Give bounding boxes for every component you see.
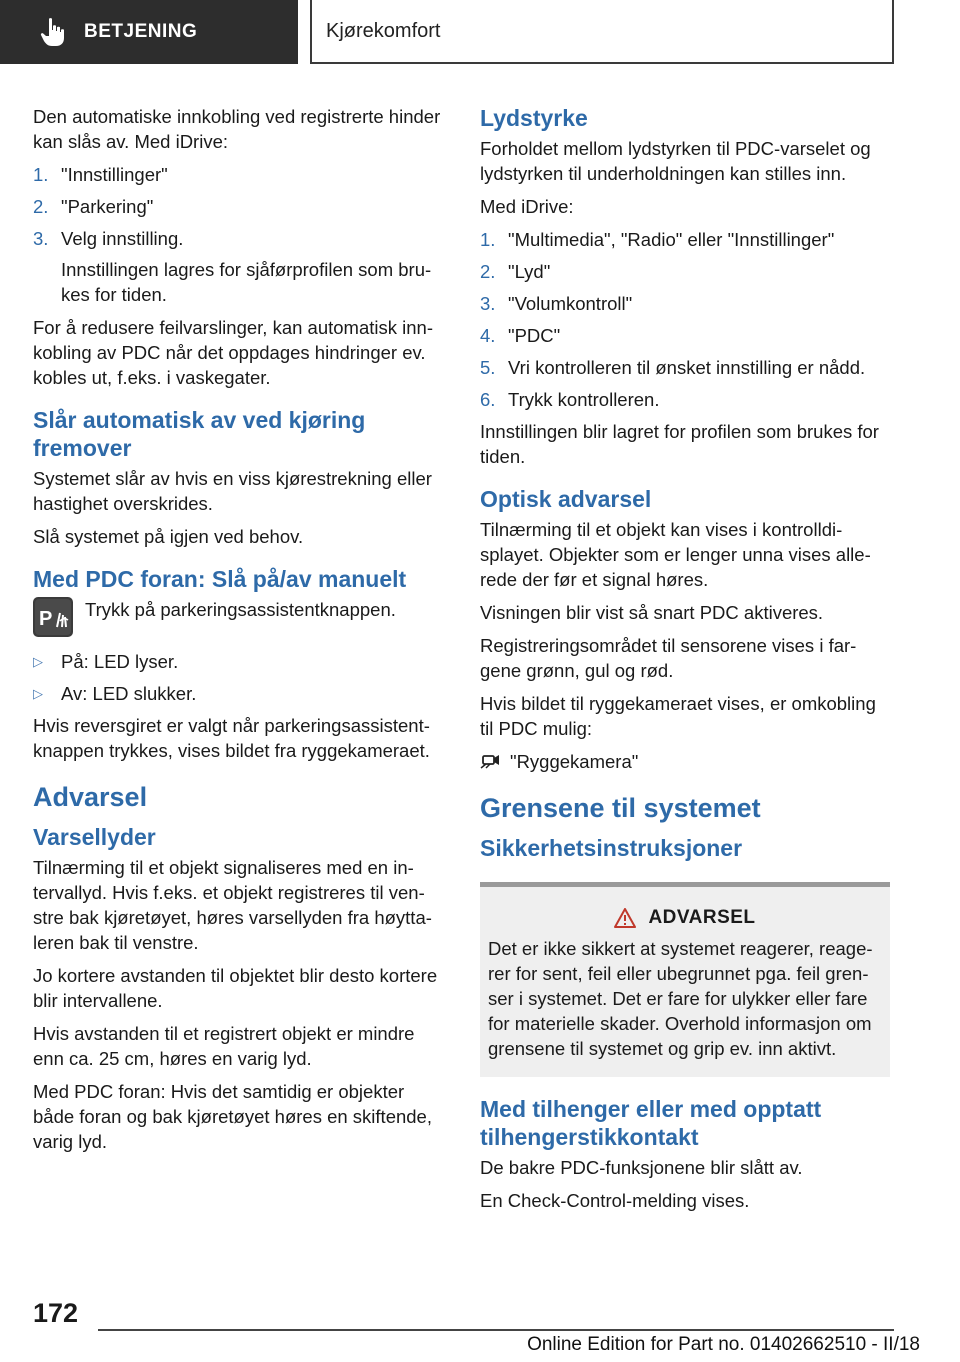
camera-label: "Ryggekamera"	[510, 751, 639, 772]
auto-off-paragraph-1: Systemet slår av hvis en viss kjørestrekning eller hastighet overskrides.	[33, 468, 432, 514]
list-item	[33, 649, 443, 674]
sound-paragraph-2: Jo kortere avstanden til objektet blir desto kortere blir intervallene.	[33, 965, 438, 1011]
heading-volume: Lydstyrke	[480, 105, 588, 131]
list-item	[33, 162, 443, 187]
list-item	[33, 681, 443, 706]
triangle-bullet-icon: ▷	[33, 686, 43, 701]
manual-instruction	[33, 597, 443, 637]
heading-safety: Sikkerhetsinstruksjoner	[480, 835, 743, 861]
list-item	[33, 194, 443, 219]
reverse-paragraph: Hvis reversgiret er valgt når parkeringsassistentknappen trykkes, vises bildet fra ryggekameraet.	[33, 715, 430, 761]
list-item	[480, 323, 890, 348]
step-number: 4.	[480, 325, 496, 346]
intro-paragraph: Den automatiske innkobling ved registrerte hinder kan slås av. Med iDrive:	[33, 106, 441, 152]
step-number: 2.	[33, 196, 49, 217]
parking-assist-button-icon	[33, 597, 73, 637]
topic-tab[interactable]	[310, 0, 894, 64]
camera-option	[480, 749, 890, 774]
heading-auto-off: Slår automatisk av ved kjøring fremover	[33, 407, 366, 461]
heading-manual: Med PDC foran: Slå på/av manuelt	[33, 566, 407, 592]
svg-text:P: P	[39, 608, 53, 630]
list-item	[480, 291, 890, 316]
optical-paragraph-2: Visningen blir vist så snart PDC aktiveres.	[480, 602, 824, 623]
volume-paragraph-3: Innstillingen blir lagret for profilen som brukes for tiden.	[480, 421, 879, 467]
warning-text: Det er ikke sikkert at systemet reagerer, reagerer for sent, feil eller ubegrunnet pga. feil grenser i systemet. Det er fare for ulykker eller fare for materielle skader. Overhold informasjon om grensene til systemet og grip ev. inn aktivt.	[488, 938, 873, 1059]
section-label: BETJENING	[84, 21, 198, 42]
warning-triangle-icon	[614, 908, 636, 928]
page-number: 172	[33, 1298, 79, 1328]
footer-divider	[98, 1329, 894, 1331]
heading-warning: Advarsel	[33, 782, 148, 812]
rear-camera-icon	[480, 749, 502, 771]
led-status-list	[33, 649, 443, 706]
reduce-paragraph: For å redusere feilvarslinger, kan automatisk innkobling av PDC når det oppdages hindringer ev. kobles ut, f.eks. i vaskegater.	[33, 317, 434, 388]
step-text: Trykk kontrolleren.	[508, 389, 660, 410]
section-tab[interactable]	[0, 0, 298, 64]
step-text: Velg innstilling.	[61, 228, 184, 249]
step-text: "Lyd"	[508, 261, 551, 282]
optical-paragraph-4: Hvis bildet til ryggekameraet vises, er omkobling til PDC mulig:	[480, 693, 876, 739]
trailer-paragraph-2: En Check-Control-melding vises.	[480, 1190, 750, 1211]
heading-sounds: Varsellyder	[33, 824, 156, 850]
optical-paragraph-1: Tilnærming til et objekt kan vises i kontrolldisplayet. Objekter som er lenger unna vises allerede der før et signal høres.	[480, 519, 871, 590]
warning-header	[488, 905, 882, 930]
step-number: 3.	[480, 293, 496, 314]
heading-optical: Optisk advarsel	[480, 486, 652, 512]
step-number: 2.	[480, 261, 496, 282]
list-item	[33, 226, 443, 251]
step-number: 3.	[33, 228, 49, 249]
step-note: Innstillingen lagres for sjåførprofilen som brukes for tiden.	[61, 259, 432, 305]
trailer-paragraph-1: De bakre PDC-funksjonene blir slått av.	[480, 1157, 803, 1178]
topic-label: Kjørekomfort	[326, 19, 441, 42]
step-text: "Volumkontroll"	[508, 293, 633, 314]
list-item	[480, 259, 890, 284]
step-text: Vri kontrolleren til ønsket innstilling er nådd.	[508, 357, 866, 378]
step-text: "Multimedia", "Radio" eller "Innstillinger"	[508, 229, 835, 250]
sound-paragraph-1: Tilnærming til et objekt signaliseres med en intervallyd. Hvis f.eks. et objekt registreres til venstre bak kjøretøyet, høres varsellyden fra høyttaleren bak til venstre.	[33, 857, 432, 953]
idrive-steps-list	[33, 162, 443, 251]
right-column	[480, 104, 890, 1221]
left-column	[33, 104, 443, 1162]
step-text: "PDC"	[508, 325, 561, 346]
volume-paragraph-1: Forholdet mellom lydstyrken til PDC-varselet og lydstyrken til underholdningen kan stilles inn.	[480, 138, 871, 184]
item-text: Av: LED slukker.	[61, 683, 197, 704]
manual-text: Trykk på parkeringsassistentknappen.	[85, 599, 396, 620]
volume-paragraph-2: Med iDrive:	[480, 196, 574, 217]
heading-trailer: Med tilhenger eller med opptatt tilhengerstikkontakt	[480, 1096, 822, 1150]
page-header	[0, 0, 960, 66]
step-number: 6.	[480, 389, 496, 410]
volume-steps-list	[480, 227, 890, 412]
sound-paragraph-3: Hvis avstanden til et registrert objekt er mindre enn ca. 25 cm, høres en varig lyd.	[33, 1023, 415, 1069]
step-text: "Innstillinger"	[61, 164, 168, 185]
optical-paragraph-3: Registreringsområdet til sensorene vises i fargene grønn, gul og rød.	[480, 635, 857, 681]
hand-pointer-icon	[40, 17, 66, 47]
warning-box	[480, 882, 890, 1077]
list-item	[480, 387, 890, 412]
auto-off-paragraph-2: Slå systemet på igjen ved behov.	[33, 526, 304, 547]
triangle-bullet-icon: ▷	[33, 654, 43, 669]
step-number: 5.	[480, 357, 496, 378]
step-text: "Parkering"	[61, 196, 154, 217]
edition-footer: Online Edition for Part no. 01402662510 - II/18	[527, 1334, 920, 1355]
sound-paragraph-4: Med PDC foran: Hvis det samtidig er objekter både foran og bak kjøretøyet høres en skiftende, varig lyd.	[33, 1081, 432, 1152]
list-item	[480, 227, 890, 252]
step-number: 1.	[480, 229, 496, 250]
warning-title: ADVARSEL	[648, 907, 756, 928]
list-item	[480, 355, 890, 380]
item-text: På: LED lyser.	[61, 651, 179, 672]
step-number: 1.	[33, 164, 49, 185]
heading-limits: Grensene til systemet	[480, 793, 761, 823]
